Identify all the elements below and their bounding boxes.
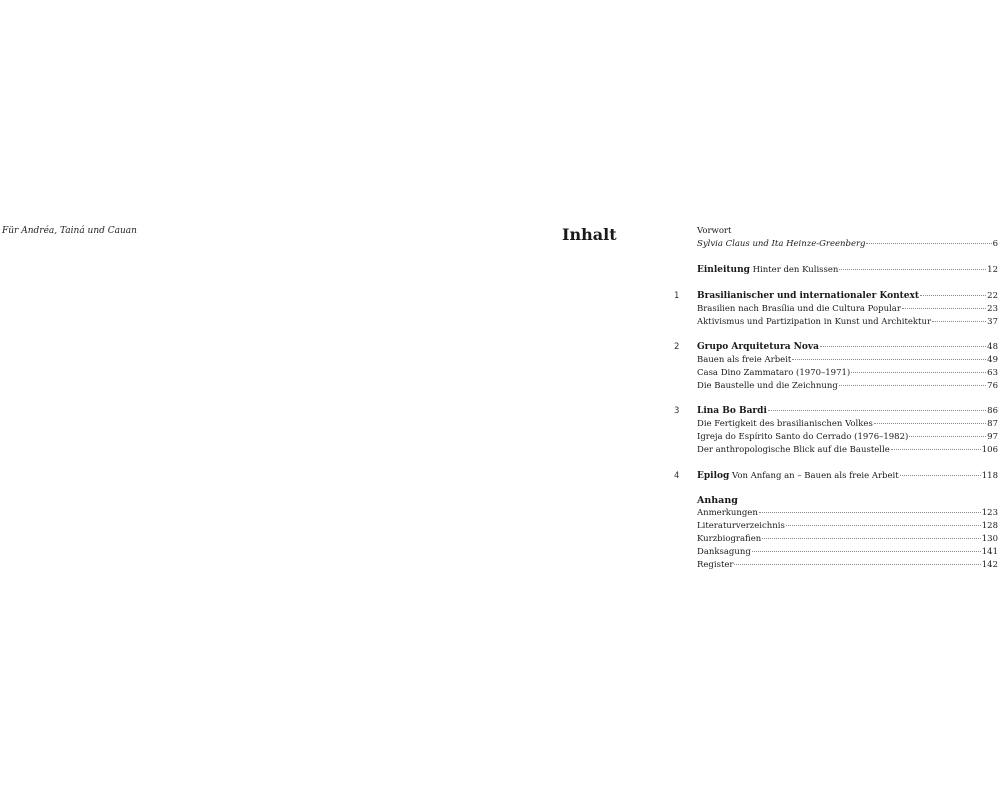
chapter-number: 4 [674, 471, 680, 481]
toc-entry[interactable]: Die Fertigkeit des brasilianischen Volkes 87 [697, 419, 998, 429]
toc-entry[interactable]: Bauen als freie Arbeit 49 [697, 355, 998, 365]
toc-section-chapter-1 [674, 291, 998, 330]
toc-entry[interactable]: Brasilien nach Brasília und die Cultura Popular 23 [697, 304, 998, 314]
toc-page-number: 130 [981, 534, 998, 544]
toc-page-number: 97 [987, 432, 998, 442]
toc-page-number: 142 [981, 560, 998, 570]
toc-page-number: 128 [981, 521, 998, 531]
dot-leader [752, 551, 981, 552]
toc-page-number: 22 [987, 291, 998, 301]
toc-page-number: 106 [981, 445, 998, 455]
toc-entry[interactable] [697, 265, 998, 278]
toc-page-number: 87 [987, 419, 998, 429]
dot-leader [839, 269, 986, 270]
toc-einleitung-bold: Einleitung [697, 265, 750, 275]
toc-entry[interactable]: Danksagung 141 [697, 547, 998, 557]
dot-leader [786, 525, 981, 526]
dot-leader [792, 359, 986, 360]
dot-leader [891, 449, 981, 450]
toc-section-vorwort [674, 226, 998, 252]
toc-page-number: 123 [981, 508, 998, 518]
dot-leader [851, 372, 986, 373]
toc-section-chapter-3 [674, 406, 998, 458]
toc-epilog-bold: Epilog [697, 471, 730, 481]
toc-vorwort-authors: Sylvia Claus und Ita Heinze-Greenberg [697, 239, 866, 249]
toc-entry[interactable]: Anmerkungen 123 [697, 508, 998, 518]
toc-page-number: 12 [987, 265, 998, 275]
chapter-number: 3 [674, 406, 680, 416]
toc-entry[interactable]: Register 142 [697, 560, 998, 570]
toc-section-anhang [674, 495, 998, 573]
chapter-number: 1 [674, 291, 680, 301]
toc-chapter-title: Brasilianischer und internationaler Kontext [697, 291, 920, 301]
toc-chapter-title: Grupo Arquitetura Nova [697, 342, 819, 352]
toc-chapter-entry[interactable] [697, 471, 998, 484]
toc-entry[interactable]: Casa Dino Zammataro (1970–1971) 63 [697, 368, 998, 378]
table-of-contents [674, 226, 998, 573]
dot-leader [820, 346, 986, 347]
toc-entry[interactable]: Igreja do Espírito Santo do Cerrado (1976–1982) 97 [697, 432, 998, 442]
dot-leader [920, 295, 986, 296]
toc-vorwort-label: Vorwort [697, 226, 732, 236]
toc-page-number: 76 [987, 381, 998, 391]
dot-leader [759, 512, 981, 513]
dot-leader [902, 308, 986, 309]
toc-epilog-rest: Von Anfang an – Bauen als freie Arbeit [729, 471, 899, 481]
toc-page-number: 49 [987, 355, 998, 365]
toc-entry[interactable]: Kurzbiografien 130 [697, 534, 998, 544]
dot-leader [734, 564, 980, 565]
toc-page-number: 37 [987, 317, 998, 327]
toc-entry[interactable]: Die Baustelle und die Zeichnung 76 [697, 381, 998, 391]
dot-leader [909, 436, 986, 437]
toc-page-number: 141 [981, 547, 998, 557]
toc-page-number: 23 [987, 304, 998, 314]
toc-entry[interactable]: Aktivismus und Partizipation in Kunst und Architektur 37 [697, 317, 998, 327]
toc-section-einleitung [674, 265, 998, 278]
toc-page-number: 48 [987, 342, 998, 352]
dot-leader [866, 243, 991, 244]
dot-leader [839, 385, 986, 386]
toc-chapter-entry[interactable] [697, 291, 998, 304]
toc-chapter-entry[interactable] [697, 342, 998, 355]
toc-chapter-entry[interactable] [697, 406, 998, 419]
toc-section-chapter-2 [674, 342, 998, 394]
toc-entry[interactable]: Der anthropologische Blick auf die Baustelle 106 [697, 445, 998, 455]
dot-leader [874, 423, 986, 424]
toc-chapter-title: Lina Bo Bardi [697, 406, 767, 416]
dot-leader [932, 321, 986, 322]
chapter-number: 2 [674, 342, 680, 352]
toc-anhang-title: Anhang [697, 495, 738, 506]
dot-leader [900, 475, 981, 476]
toc-page-number: 118 [981, 471, 998, 481]
toc-entry[interactable]: Literaturverzeichnis 128 [697, 521, 998, 531]
toc-page-number: 6 [992, 239, 998, 249]
dedication: Für Andréa, Tainá und Cauan [2, 226, 137, 236]
dot-leader [768, 410, 986, 411]
toc-page-number: 63 [987, 368, 998, 378]
page-title: Inhalt [562, 225, 617, 244]
toc-page-number: 86 [987, 406, 998, 416]
toc-section-chapter-4 [674, 471, 998, 484]
toc-einleitung-rest: Hinter den Kulissen [749, 265, 839, 275]
dot-leader [762, 538, 981, 539]
toc-entry[interactable] [697, 239, 998, 252]
